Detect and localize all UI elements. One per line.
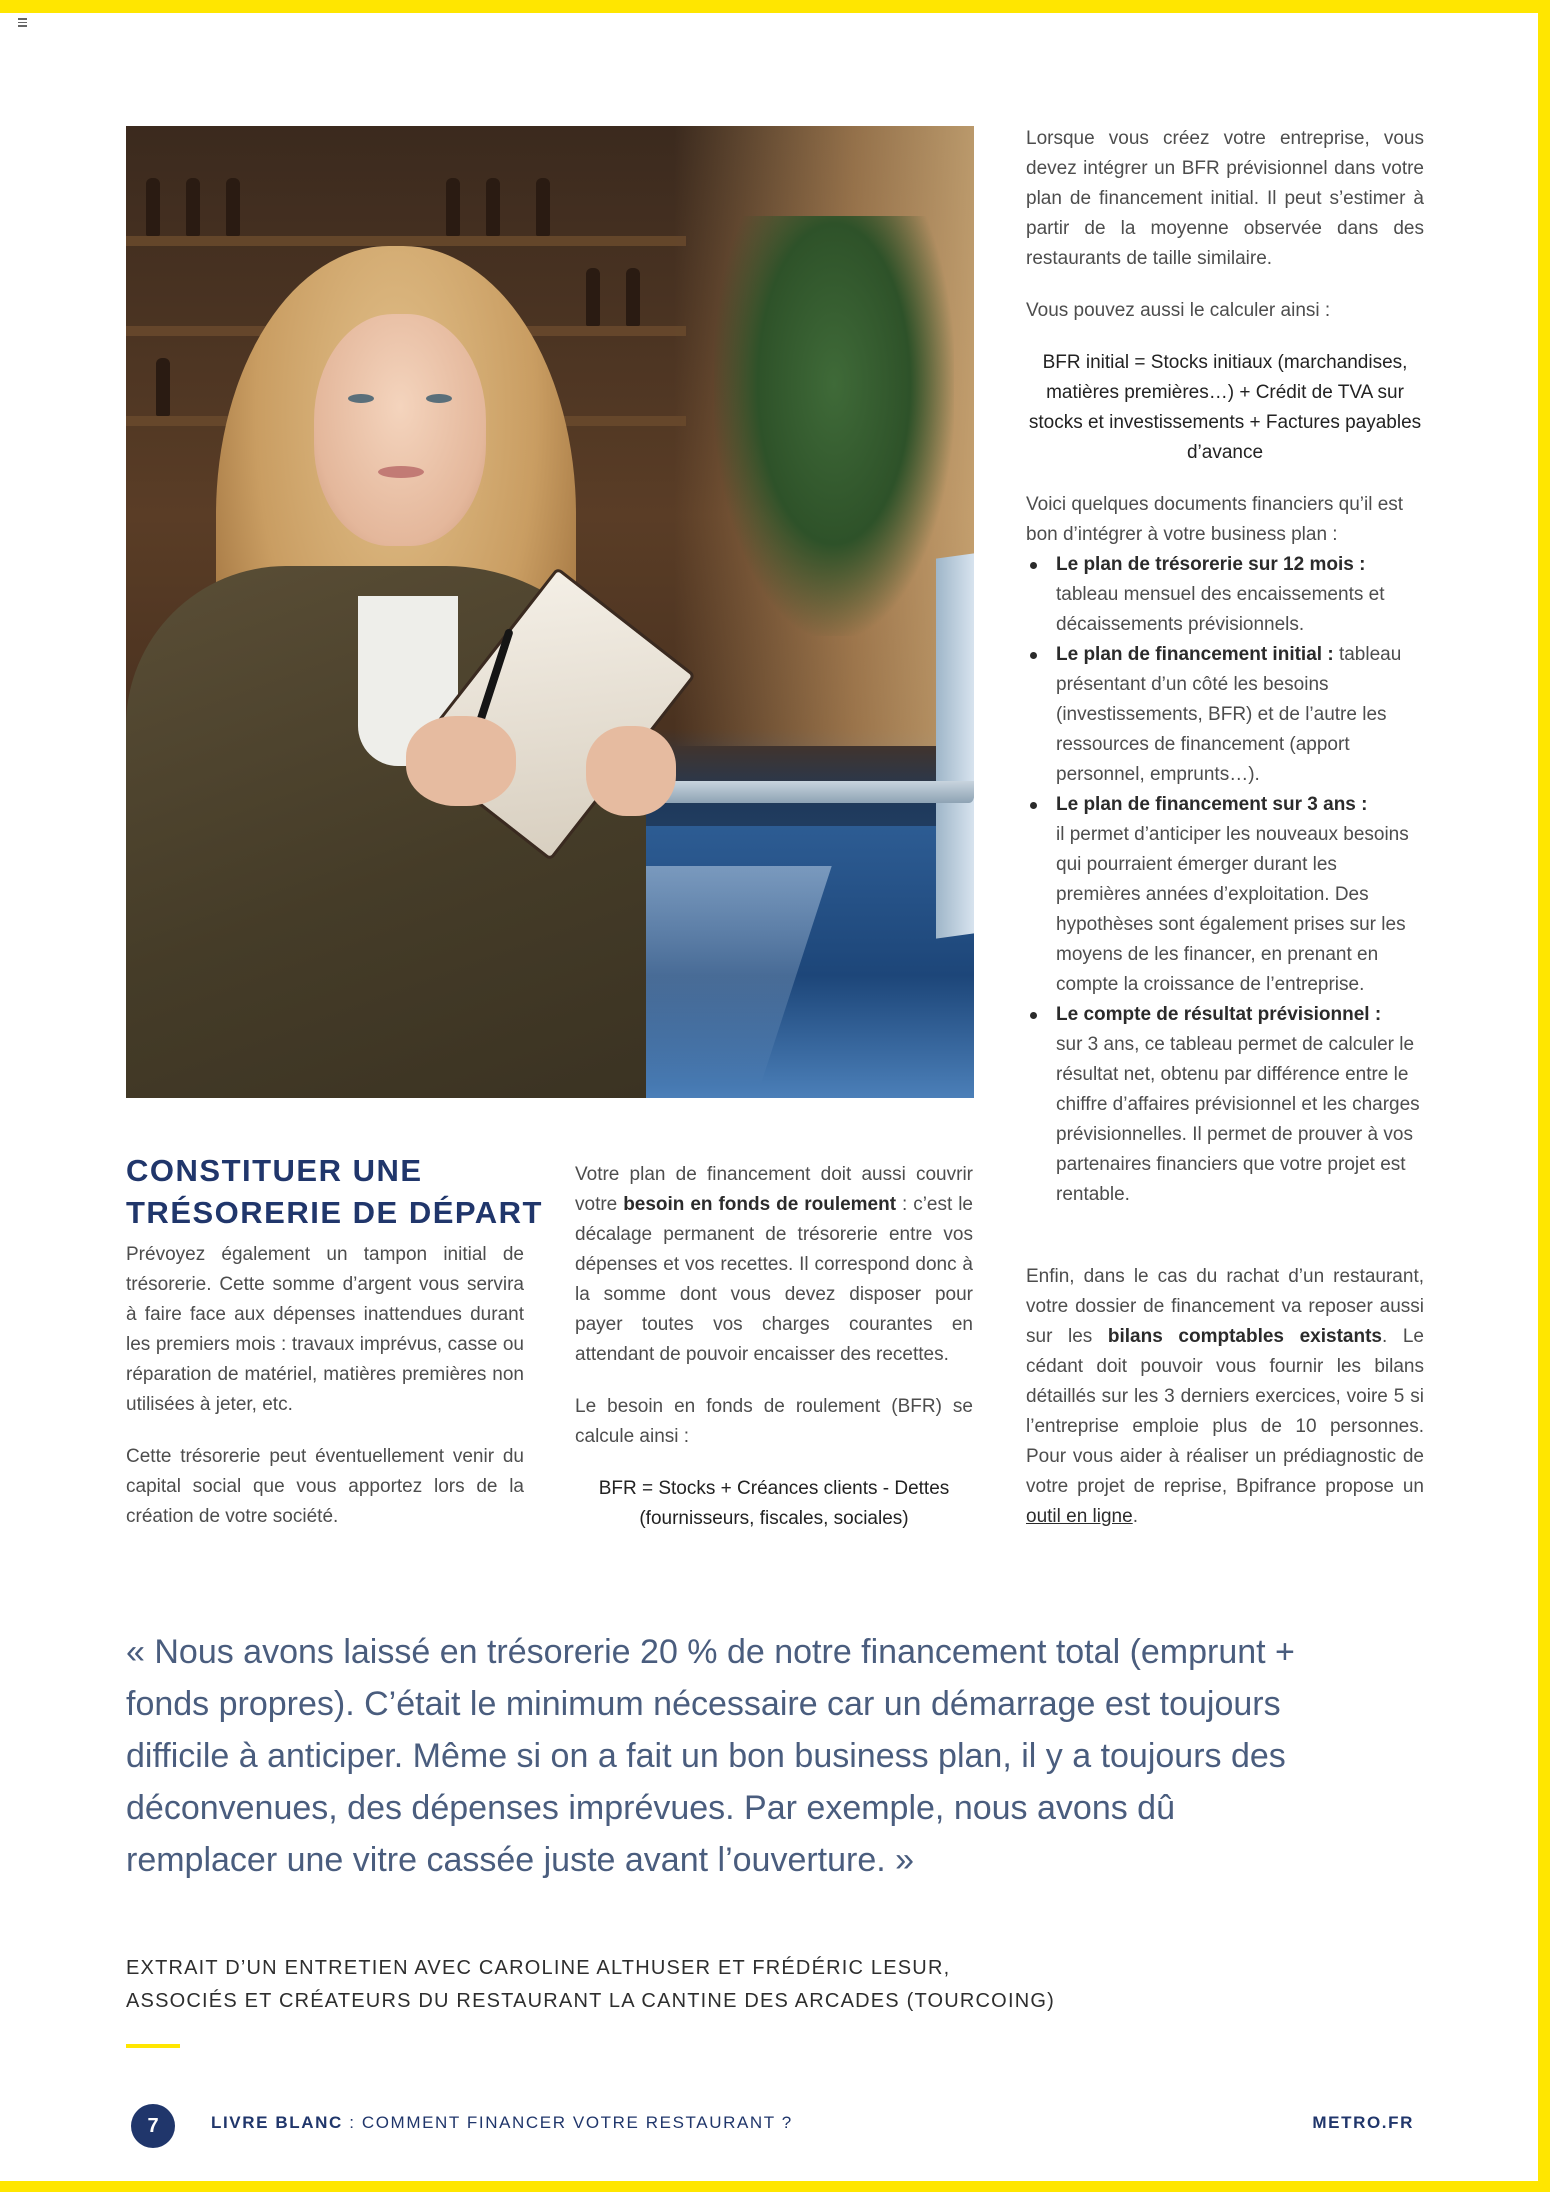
footer-title: LIVRE BLANC : COMMENT FINANCER VOTRE RESTAURANT ? xyxy=(211,2113,793,2132)
hand xyxy=(586,726,676,816)
bottle xyxy=(146,178,160,236)
woman-with-notebook-photo xyxy=(126,126,974,1098)
accent-line xyxy=(126,2044,180,2048)
lips xyxy=(378,466,424,478)
testimonial-quote: « Nous avons laissé en trésorerie 20 % de notre financement total (emprunt + fonds propres). C’était le minimum nécessaire car un démarrage est toujours difficile à anticiper. Même si on a fait un bon business plan, il y a toujours des déconvenues, des dépenses imprévues. Par exemple, nous avons dû remplacer une vitre cassée juste avant l’ouverture. » xyxy=(126,1633,1295,1879)
list-item: Le compte de résultat prévisionnel : sur 3 ans, ce tableau permet de calculer le résultat net, obtenu par différence entre le chiffre d’affaires prévisionnel et les charges prévisionnelles. Il permet de prouver à vos partenaires financiers que votre projet est rentable. xyxy=(1026,1000,1424,1210)
bottle xyxy=(446,178,460,236)
calc-intro: Vous pouvez aussi le calculer ainsi : xyxy=(1026,300,1331,321)
intro-paragraph: Lorsque vous créez votre entreprise, vous devez intégrer un BFR prévisionnel dans votre plan de financement initial. Il peut s’estimer à partir de la moyenne observée dans des restaurants de taille similaire. xyxy=(1026,128,1424,269)
working-capital-paragraph: Votre plan de financement doit aussi couvrir votre besoin en fonds de roulement : c’est le décalage permanent de trésorerie entre vos dépenses et vos recettes. Il correspond donc à la somme dont vous devez disposer pour payer toutes vos charges courantes en attendant de pouvoir encaisser des recettes. xyxy=(575,1164,973,1365)
laptop-screen xyxy=(936,553,974,938)
bfr-calc-intro: Le besoin en fonds de roulement (BFR) se calcule ainsi : xyxy=(575,1396,973,1447)
right-column xyxy=(1026,124,1424,1210)
acquisition-column xyxy=(1026,1262,1424,1532)
capital-paragraph: Cette trésorerie peut éventuellement venir du capital social que vous apportez lors de la création de votre société. xyxy=(126,1446,524,1527)
footer-site[interactable]: METRO.FR xyxy=(1312,2113,1414,2132)
list-item: Le plan de trésorerie sur 12 mois : tableau mensuel des encaissements et décaissements prévisionnels. xyxy=(1026,550,1424,640)
menu-icon[interactable] xyxy=(18,18,27,27)
section-heading: CONSTITUER UNE TRÉSORERIE DE DÉPART xyxy=(126,1153,543,1230)
list-item: Le plan de financement sur 3 ans : il permet d’anticiper les nouveaux besoins qui pourraient émerger durant les premières années d’exploitation. Des hypothèses sont également prises sur les moyens de les financer, en prenant en compte la croissance de l’entreprise. xyxy=(1026,790,1424,1000)
bottle xyxy=(486,178,500,236)
bottle xyxy=(156,358,170,416)
online-tool-link[interactable]: outil en ligne xyxy=(1026,1506,1133,1527)
bottle xyxy=(536,178,550,236)
bottle xyxy=(586,268,600,326)
middle-column xyxy=(575,1160,973,1534)
bottle xyxy=(186,178,200,236)
page-number: 7 xyxy=(131,2104,175,2148)
list-item: Le plan de financement initial : tableau présentant d’un côté les besoins (investissements, BFR) et de l’autre les ressources de financement (apport personnel, emprunts…). xyxy=(1026,640,1424,790)
acquisition-paragraph: Enfin, dans le cas du rachat d’un restaurant, votre dossier de financement va reposer aussi sur les bilans comptables existants. Le cédant doit pouvoir vous fournir les bilans détaillés sur les 3 derniers exercices, voire 5 si l’entreprise emploie plus de 10 personnes. Pour vous aider à réaliser un prédiagnostic de votre projet de reprise, Bpifrance propose un outil en ligne. xyxy=(1026,1266,1424,1527)
bottle xyxy=(226,178,240,236)
initial-bfr-formula: BFR initial = Stocks initiaux (marchandises, matières premières…) + Crédit de TVA sur stocks et investissements + Factures payables d’avance xyxy=(1028,352,1422,463)
documents-intro: Voici quelques documents financiers qu’il est bon d’intégrer à votre business plan : xyxy=(1026,494,1404,545)
documents-list xyxy=(1026,550,1424,1210)
shelf xyxy=(126,236,686,246)
eye xyxy=(426,394,452,403)
face xyxy=(314,314,486,546)
quote-attribution: EXTRAIT D’UN ENTRETIEN AVEC CAROLINE ALTHUSER ET FRÉDÉRIC LESUR, ASSOCIÉS ET CRÉATEURS DU RESTAURANT LA CANTINE DES ARCADES (TOURCOING) xyxy=(126,1957,1055,2012)
bottle xyxy=(626,268,640,326)
plant xyxy=(714,216,954,636)
bfr-formula: BFR = Stocks + Créances clients - Dettes (fournisseurs, fiscales, sociales) xyxy=(598,1478,950,1529)
hand xyxy=(406,716,516,806)
left-column xyxy=(126,1240,524,1532)
treasury-paragraph: Prévoyez également un tampon initial de trésorerie. Cette somme d’argent vous servira à faire face aux dépenses inattendues durant les premiers mois : travaux imprévus, casse ou réparation de matériel, matières premières non utilisées à jeter, etc. xyxy=(126,1244,524,1415)
eye xyxy=(348,394,374,403)
